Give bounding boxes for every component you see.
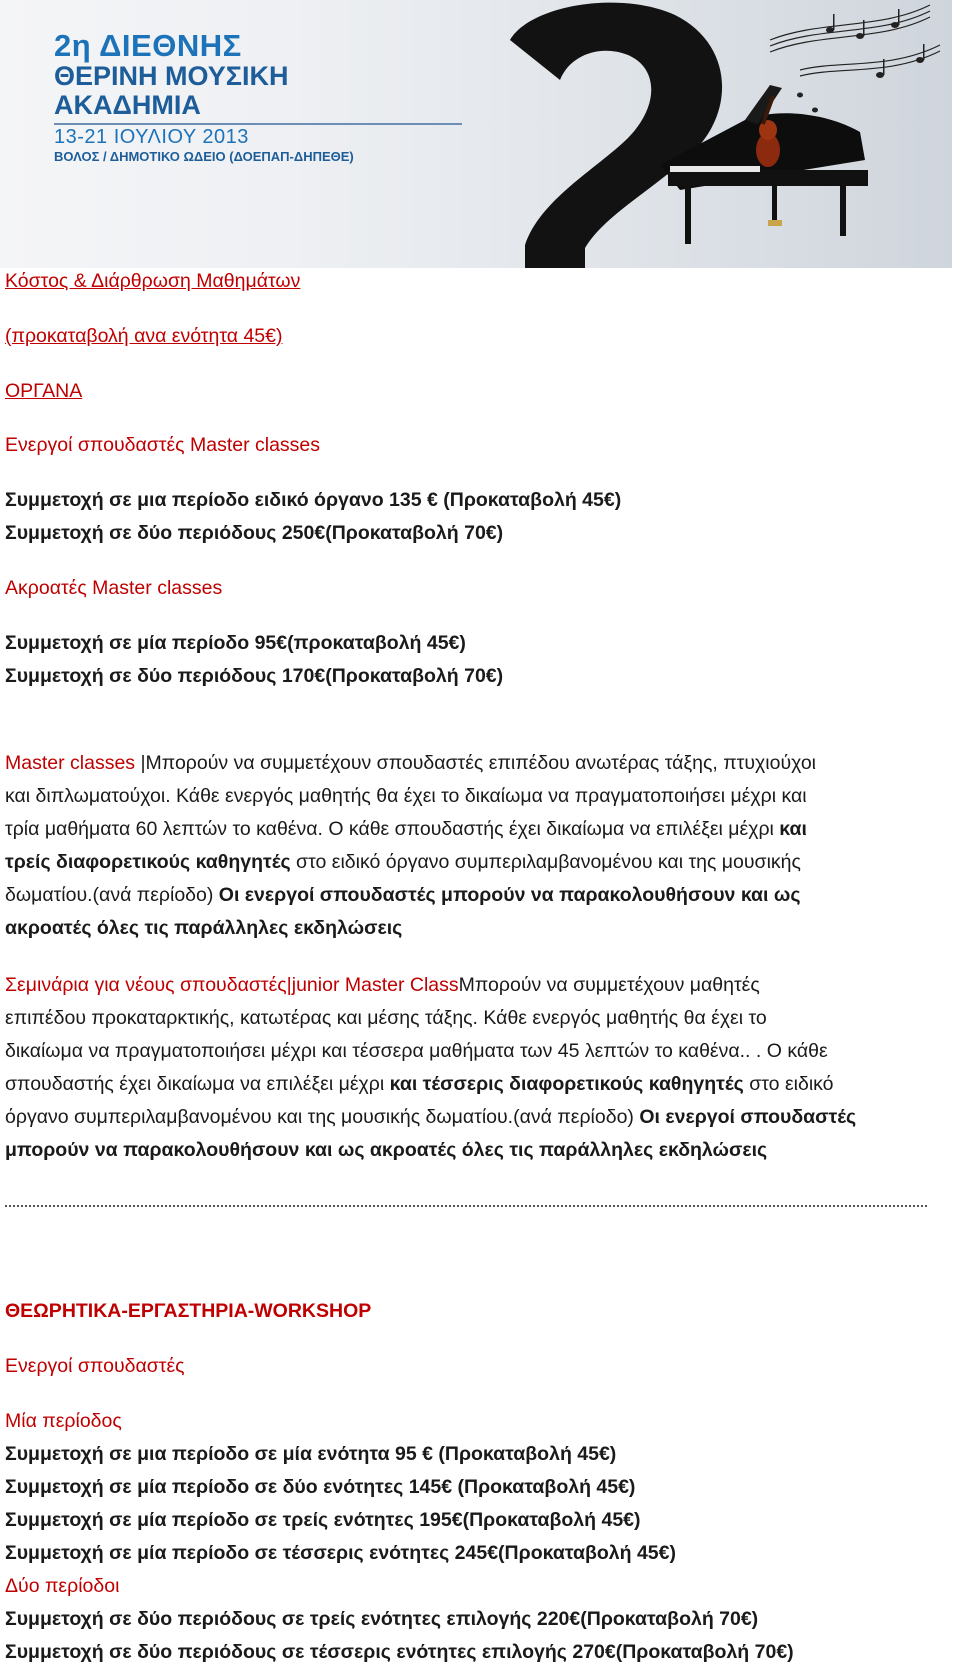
junior-desc-tail-4: στο ειδικό — [743, 1073, 834, 1095]
dotted-separator — [5, 1205, 927, 1207]
master-classes-label: Master classes — [5, 752, 136, 774]
two-periods-price-1: Συμμετοχή σε δύο περιόδους σε τρείς ενότητες επιλογής 220€(Προκαταβολή 70€) — [5, 1608, 759, 1630]
active-master-price-2: Συμμετοχή σε δύο περιόδους 250€(Προκαταβολή 70€) — [5, 522, 504, 544]
master-desc-line-3 — [5, 818, 807, 841]
header-banner — [0, 0, 952, 268]
junior-desc-line-5 — [5, 1106, 856, 1129]
junior-desc-line-2: επιπέδου προκαταρκτικής, κατωτέρας και μέσης τάξης. Κάθε ενεργός μαθητής θα έχει το — [5, 1007, 767, 1029]
master-desc-line-5 — [5, 884, 800, 907]
junior-desc-line-4 — [5, 1073, 834, 1096]
master-desc-bold-3: και — [779, 818, 807, 840]
banner-venue: ΒΟΛΟΣ / ΔΗΜΟΤΙΚΟ ΩΔΕΙΟ (ΔΟΕΠΑΠ-ΔΗΠΕΘΕ) — [54, 149, 354, 164]
master-desc-line-1 — [5, 752, 816, 775]
two-periods-heading: Δύο περίοδοι — [5, 1575, 120, 1597]
two-periods-price-2: Συμμετοχή σε δύο περιόδους σε τέσσερις ενότητες επιλογής 270€(Προκαταβολή 70€) — [5, 1641, 794, 1663]
note-heads-graphic — [797, 9, 925, 113]
banner-dates: 13-21 ΙΟΥΛΙΟΥ 2013 — [54, 126, 249, 148]
active-master-price-1: Συμμετοχή σε μια περίοδο ειδικό όργανο 135 € (Προκαταβολή 45€) — [5, 489, 622, 511]
junior-desc-bold-4: και τέσσερις διαφορετικούς καθηγητές — [389, 1073, 744, 1095]
one-period-price-2: Συμμετοχή σε μία περίοδο σε δύο ενότητες 145€ (Προκαταβολή 45€) — [5, 1476, 636, 1498]
music-notes-graphic — [770, 5, 940, 76]
master-desc-line-6: ακροατές όλες τις παράλληλες εκδηλώσεις — [5, 917, 403, 939]
one-period-heading: Μία περίοδος — [5, 1410, 122, 1432]
master-desc-text-5: δωματίου.(ανά περίοδο) — [5, 884, 219, 906]
banner-divider — [54, 123, 462, 125]
section-title-cost: Κόστος & Διάρθρωση Μαθημάτων — [5, 270, 301, 292]
junior-desc-line-1 — [5, 974, 760, 997]
master-desc-text-1: |Μπορούν να συμμετέχουν σπουδαστές επιπέδου ανωτέρας τάξης, πτυχιούχοι — [135, 752, 817, 774]
banner-title-line-2: ΘΕΡΙΝΗ ΜΟΥΣΙΚΗ — [54, 61, 289, 91]
auditors-master-price-2: Συμμετοχή σε δύο περιόδους 170€(Προκαταβολή 70€) — [5, 665, 504, 687]
junior-desc-bold-5: Οι ενεργοί σπουδαστές — [639, 1106, 857, 1128]
piano-illustration — [500, 0, 952, 268]
deposit-note: (προκαταβολή ανα ενότητα 45€) — [5, 325, 283, 347]
junior-desc-line-6: μπορούν να παρακολουθήσουν και ως ακροατές όλες τις παράλληλες εκδηλώσεις — [5, 1139, 768, 1161]
junior-desc-line-3: δικαίωμα να πραγματοποιήσει μέχρι και τέσσερα μαθήματα των 45 λεπτών το καθένα.. . Ο κάθε — [5, 1040, 828, 1062]
master-desc-bold-4: τρείς διαφορετικούς καθηγητές — [5, 851, 291, 873]
junior-master-class-label: Σεμινάρια για νέους σπουδαστές|junior Master Class — [5, 974, 459, 996]
junior-desc-text-1: Μπορούν να συμμετέχουν μαθητές — [458, 974, 760, 996]
active-master-heading: Ενεργοί σπουδαστές Master classes — [5, 434, 321, 456]
junior-desc-text-4: σπουδαστής έχει δικαίωμα να επιλέξει μέχρι — [5, 1073, 390, 1095]
master-desc-line-4 — [5, 851, 801, 874]
auditors-master-heading: Ακροατές Master classes — [5, 577, 223, 599]
master-desc-text-4: στο ειδικό όργανο συμπεριλαμβανομένου και της μουσικής — [290, 851, 801, 873]
workshop-heading: ΘΕΩΡΗΤΙΚΑ-ΕΡΓΑΣΤΗΡΙΑ-WORKSHOP — [5, 1300, 372, 1322]
banner-title-line-3: ΑΚΑΔΗΜΙΑ — [54, 90, 201, 120]
master-desc-bold-5: Οι ενεργοί σπουδαστές μπορούν να παρακολουθήσουν και ως — [218, 884, 801, 906]
workshop-active-heading: Ενεργοί σπουδαστές — [5, 1355, 185, 1377]
junior-desc-text-5: όργανο συμπεριλαμβανομένου και της μουσικής δωματίου.(ανά περίοδο) — [5, 1106, 640, 1128]
instruments-heading: ΟΡΓΑΝΑ — [5, 380, 83, 402]
auditors-master-price-1: Συμμετοχή σε μία περίοδο 95€(προκαταβολή 45€) — [5, 632, 466, 654]
one-period-price-4: Συμμετοχή σε μία περίοδο σε τέσσερις ενότητες 245€(Προκαταβολή 45€) — [5, 1542, 676, 1564]
banner-title-block — [54, 30, 354, 163]
master-desc-line-2: και διπλωματούχοι. Κάθε ενεργός μαθητής θα έχει το δικαίωμα να πραγματοποιήσει μέχρι και — [5, 785, 807, 807]
one-period-price-1: Συμμετοχή σε μια περίοδο σε μία ενότητα 95 € (Προκαταβολή 45€) — [5, 1443, 617, 1465]
one-period-price-3: Συμμετοχή σε μία περίοδο σε τρείς ενότητες 195€(Προκαταβολή 45€) — [5, 1509, 641, 1531]
banner-title-line-1: 2η ΔΙΕΘΝΗΣ — [54, 28, 242, 63]
master-desc-text-3: τρία μαθήματα 60 λεπτών το καθένα. Ο κάθε σπουδαστής έχει δικαίωμα να επιλέξει μέχρι — [5, 818, 780, 840]
